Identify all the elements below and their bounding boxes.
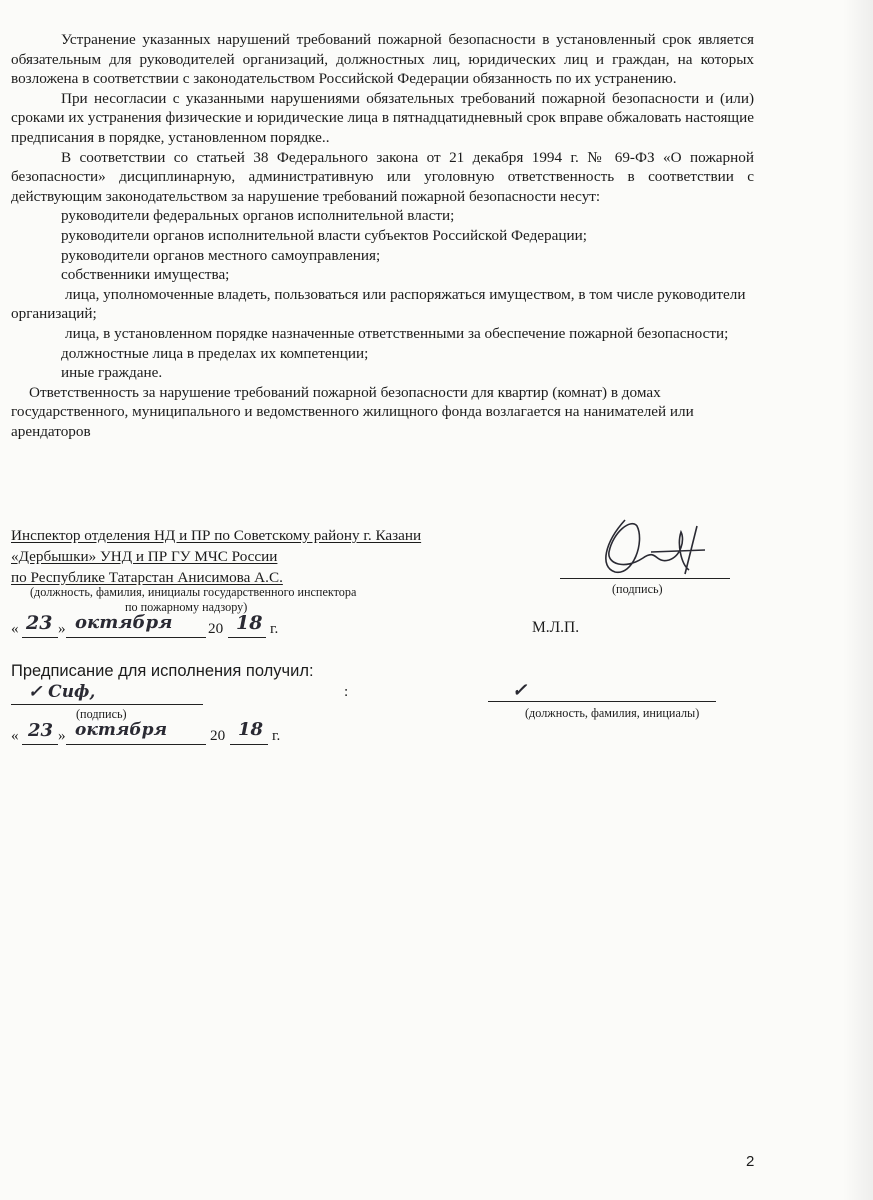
received-title: Предписание для исполнения получил: bbox=[11, 662, 314, 680]
list-item: лица, уполномоченные владеть, пользоваться или распоряжаться имуществом, в том числе руководители организаций; bbox=[11, 285, 746, 323]
paragraph-responsibility: В соответствии со статьей 38 Федерального закона от 21 декабря 1994 г. № 69-ФЗ «О пожарной безопасности» дисциплинарную, административную или уголовную ответственность в соответствии с действующим законодательством за нарушение требований пожарной безопасности несут: bbox=[11, 148, 754, 205]
paragraph-tenants: Ответственность за нарушение требований пожарной безопасности для квартир (комнат) в домах государственного, муниципального и ведомственного жилищного фонда возлагается на нанимателей или арендаторов bbox=[11, 383, 694, 440]
inspector-caption-2: по пожарному надзору) bbox=[125, 600, 248, 614]
list-item: иные граждане. bbox=[61, 364, 163, 382]
date-month-line bbox=[66, 744, 206, 745]
received-signature-caption: (подпись) bbox=[76, 707, 127, 721]
date-close-quote: » bbox=[58, 727, 66, 744]
date-year-line bbox=[230, 744, 268, 745]
date-year: 18 bbox=[236, 612, 263, 634]
page-number: 2 bbox=[746, 1153, 755, 1170]
date-day: 23 bbox=[26, 612, 53, 634]
list-item: руководители федеральных органов исполнительной власти; bbox=[61, 207, 455, 225]
received-position-caption: (должность, фамилия, инициалы) bbox=[525, 706, 700, 720]
inspector-signature-image bbox=[585, 512, 735, 582]
list-item: собственники имущества; bbox=[61, 266, 230, 284]
date-year-prefix: 20 bbox=[210, 727, 226, 744]
received-signature: ✓ Сиф, bbox=[28, 682, 96, 702]
date-year-line bbox=[228, 637, 266, 638]
inspector-caption: (должность, фамилия, инициалы государственного инспектора bbox=[30, 585, 357, 599]
date-year-prefix: 20 bbox=[208, 620, 224, 637]
received-colon: : bbox=[344, 683, 349, 700]
received-position-line bbox=[488, 701, 716, 702]
received-signature-line bbox=[11, 704, 203, 705]
paragraph-violations: Устранение указанных нарушений требований пожарной безопасности в установленный срок является обязательным для руководителей организаций, должностных лиц, юридических лиц и граждан, на которых возложена в соответствии с законодательством Российской Федерации обязанность по их устранению. bbox=[11, 31, 754, 88]
date-close-quote: » bbox=[58, 620, 66, 637]
date-suffix: г. bbox=[270, 620, 279, 637]
document-body bbox=[11, 30, 754, 441]
received-position-mark: ✓ bbox=[512, 680, 528, 701]
date-month-line bbox=[66, 637, 206, 638]
date-year: 18 bbox=[238, 719, 264, 740]
date-suffix: г. bbox=[272, 727, 281, 744]
date-month: октября bbox=[75, 720, 168, 740]
inspector-signature-caption: (подпись) bbox=[612, 582, 663, 596]
scan-edge-shadow bbox=[843, 0, 873, 1200]
date-day-line bbox=[22, 637, 58, 638]
list-item: руководители органов местного самоуправления; bbox=[61, 246, 381, 264]
date-month: октября bbox=[75, 612, 173, 633]
stamp-place-label: М.Л.П. bbox=[532, 619, 580, 636]
date-day: 23 bbox=[28, 720, 54, 741]
inspector-signature-line bbox=[560, 578, 730, 579]
list-item: руководители органов исполнительной власти субъектов Российской Федерации; bbox=[61, 226, 587, 244]
inspector-line: по Республике Татарстан Анисимова А.С. bbox=[11, 569, 283, 586]
inspector-line: «Дербышки» УНД и ПР ГУ МЧС России bbox=[11, 548, 278, 565]
list-item: лица, в установленном порядке назначенные ответственными за обеспечение пожарной безопасности; bbox=[65, 324, 729, 342]
date-open-quote: « bbox=[11, 727, 19, 744]
date-open-quote: « bbox=[11, 620, 19, 637]
list-item: должностные лица в пределах их компетенции; bbox=[61, 344, 369, 362]
inspector-line: Инспектор отделения НД и ПР по Советскому району г. Казани bbox=[11, 527, 422, 544]
date-day-line bbox=[22, 744, 58, 745]
inspector-block bbox=[11, 525, 421, 588]
paragraph-appeal: При несогласии с указанными нарушениями обязательных требований пожарной безопасности и (или) сроками их устранения физические и юридические лица в пятнадцатидневный срок вправе обжаловать настоящие предписания в порядке, установленном порядке.. bbox=[11, 89, 754, 146]
